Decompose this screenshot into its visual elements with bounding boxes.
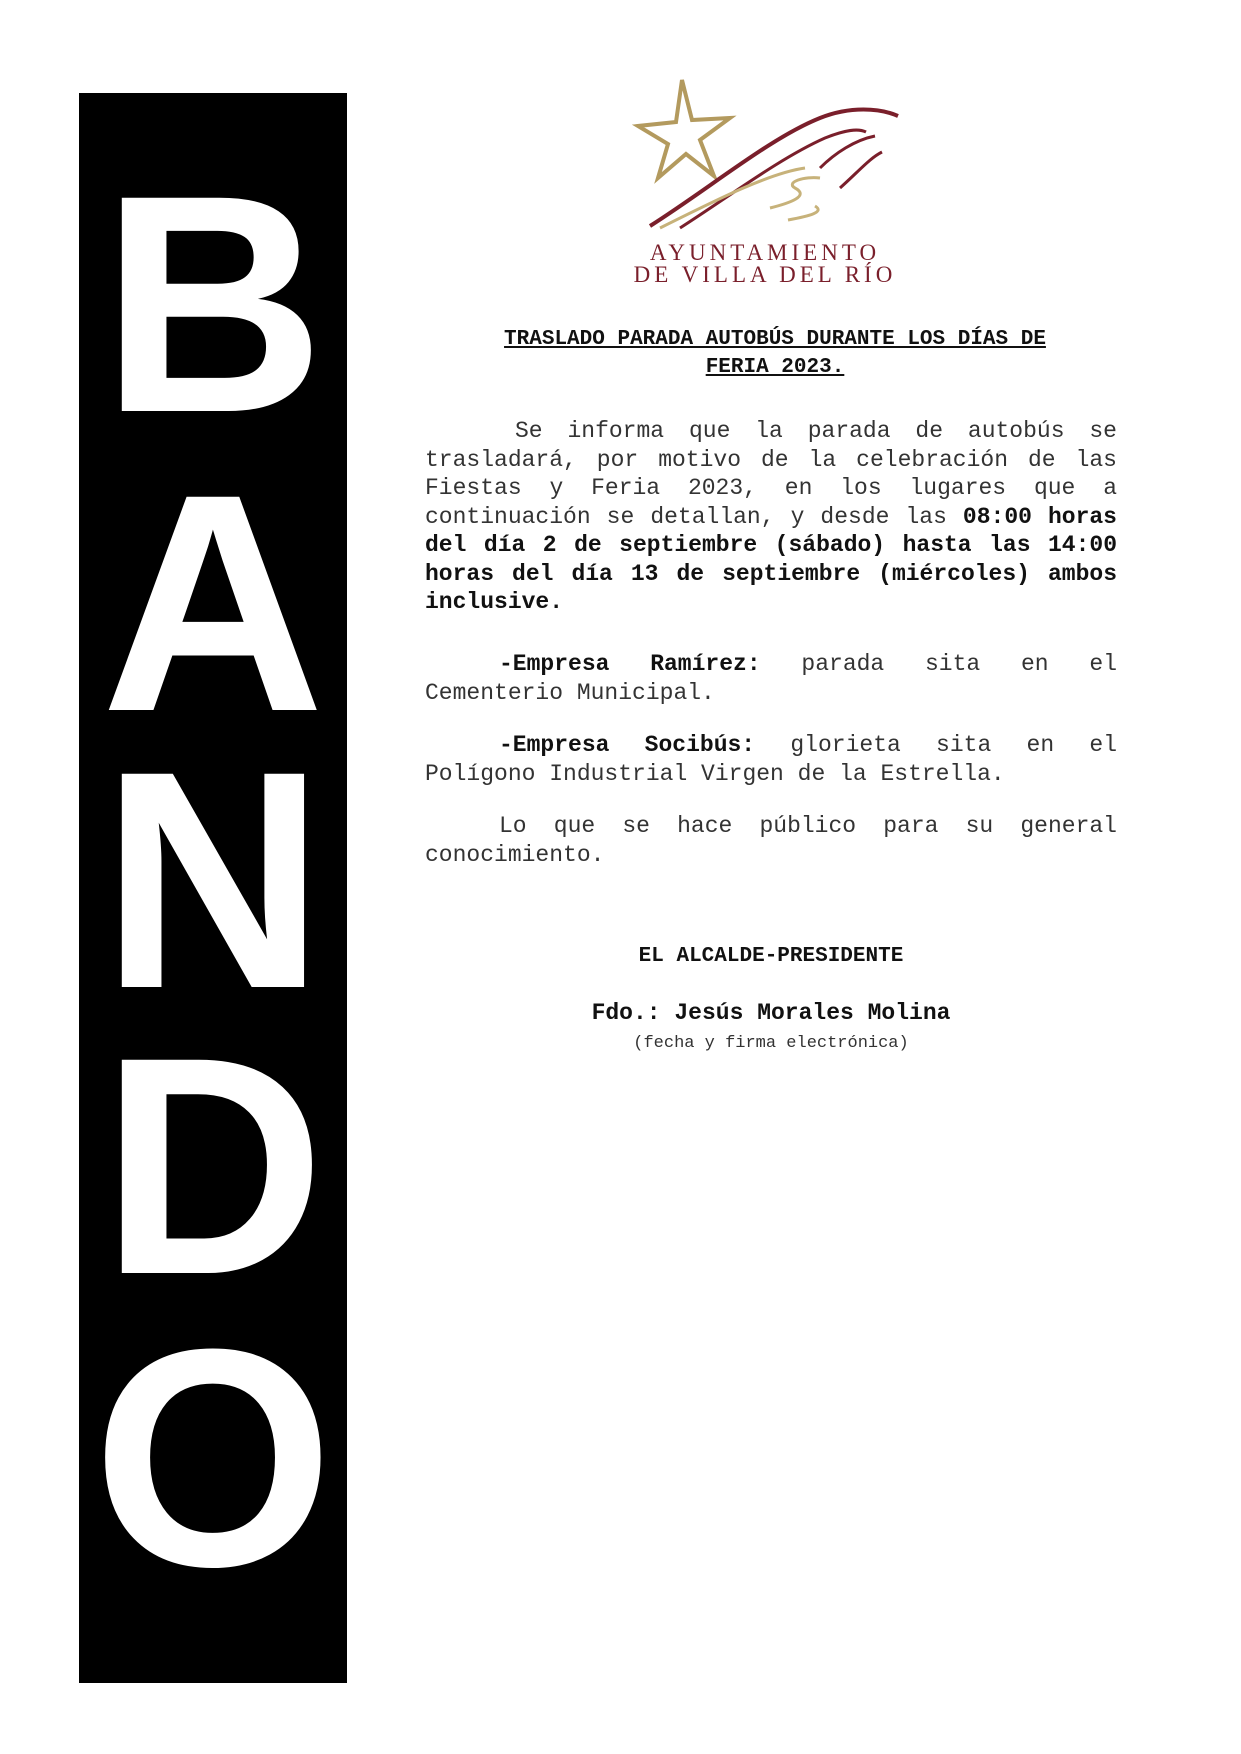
title-line1: TRASLADO PARADA AUTOBÚS DURANTE LOS DÍAS DE: [504, 328, 1046, 351]
item-empresa-ramirez: [425, 650, 1117, 707]
item-empresa-socibus: [425, 731, 1117, 788]
item2-label: -Empresa Socibús:: [499, 732, 756, 758]
item1-label: -Empresa Ramírez:: [499, 651, 761, 677]
item2-text: glorieta sita en el Polígono Industrial Virgen de la Estrella.: [425, 732, 1118, 787]
item1-text: parada sita en el Cementerio Municipal.: [425, 651, 1117, 706]
bando-letter-o: O: [92, 1284, 334, 1631]
bando-letter-n: N: [101, 706, 325, 1053]
logo-text-line2: DE VILLA DEL RÍO: [633, 262, 897, 287]
signature-note: (fecha y firma electrónica): [633, 1034, 909, 1053]
bando-letter-a: A: [101, 429, 325, 776]
logo-text-line1: AYUNTAMIENTO: [649, 240, 881, 265]
document-title: [425, 326, 1125, 382]
signature-title: EL ALCALDE-PRESIDENTE: [638, 945, 904, 968]
signature-name: Fdo.: Jesús Morales Molina: [591, 1000, 951, 1026]
title-line2: FERIA 2023.: [705, 356, 845, 379]
bando-letter-d: D: [101, 992, 325, 1339]
closing-paragraph: Lo que se hace público para su general conocimiento.: [425, 813, 1117, 868]
intro-bold-dates: 08:00 horas del día 2 de septiembre (sábado) hasta las 14:00 horas del día 13 de septiembre (miércoles) ambos inclusive.: [425, 503, 1117, 615]
bando-banner: [79, 93, 347, 1683]
intro-paragraph: [425, 417, 1117, 617]
intro-text: Se informa que la parada de autobús se trasladará, por motivo de la celebración de las Fiestas y Feria 2023, en los lugares que a continuación se detallan, y desde las: [425, 418, 1117, 530]
bando-letter-b: B: [101, 130, 325, 477]
